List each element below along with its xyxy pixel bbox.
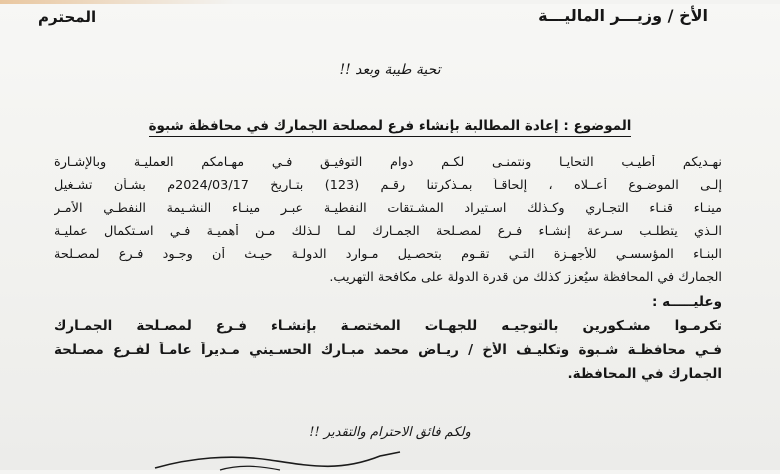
subject-line bbox=[0, 118, 780, 134]
body-line: البنـاء المؤسسـي للأجهـزة التـي تقـوم بتحصـيل مـوارد الدولـة حيـث أن وجـود فـرع لمصـلحة bbox=[54, 247, 722, 262]
closing-salutation: ولكم فائق الاحترام والتقدير !! bbox=[309, 425, 471, 440]
body-line: مينـاء قنـاء التجـاري وكـذلك اسـتيراد المشـتقات النفطيـة عبـر مينـاء النشـيمة النفطـي الأمـر bbox=[54, 201, 722, 216]
request-line: تكرمـوا مشـكورين بالتوجيـه للجهـات المختصـة بإنشـاء فـرع لمصـلحة الجمـارك bbox=[54, 318, 722, 334]
body-line: الـذي يتطلـب سـرعة إنشـاء فـرع لمصـلحة الجمـارك لمـا لـذلك مـن أهميـة فـي اسـتكمال عمليـة bbox=[54, 224, 722, 239]
recipient-line: الأخ / وزيـــر الماليـــة bbox=[538, 6, 708, 25]
body-line: الجمارك في المحافظة سيُعزز كذلك من قدرة الدولة على مكافحة التهريب. bbox=[329, 270, 722, 285]
honorific: المحترم bbox=[38, 8, 97, 26]
subject-text: الموضوع : إعادة المطالبة بإنشاء فرع لمصلحة الجمارك في محافظة شبوة bbox=[149, 118, 632, 137]
request-line: فـي محافظـة شـبوة وتكليـف الأخ / ريـاض محمد مبـارك الحسـيني مـديراً عامـاً لفـرع مصـلحة bbox=[54, 342, 722, 358]
greeting: تحية طيبة وبعد !! bbox=[339, 62, 441, 78]
body-line: نهـديكم أطيـب التحايـا ونتمنـى لكـم دوام التوفيـق فـي مهـامكم العمليـة وبالإشـارة bbox=[54, 155, 722, 170]
and-upon-heading: وعليـــــه : bbox=[652, 294, 722, 310]
top-edge-strip bbox=[0, 0, 780, 4]
request-line: الجمارك في المحافظة. bbox=[567, 366, 722, 382]
body-line: إلـى الموضـوع أعــلاه ، إلحاقـاً بمـذكرتنا رقـم (123) بتـاريخ 2024/03/17م بشـأن تشـغيل bbox=[54, 178, 722, 193]
